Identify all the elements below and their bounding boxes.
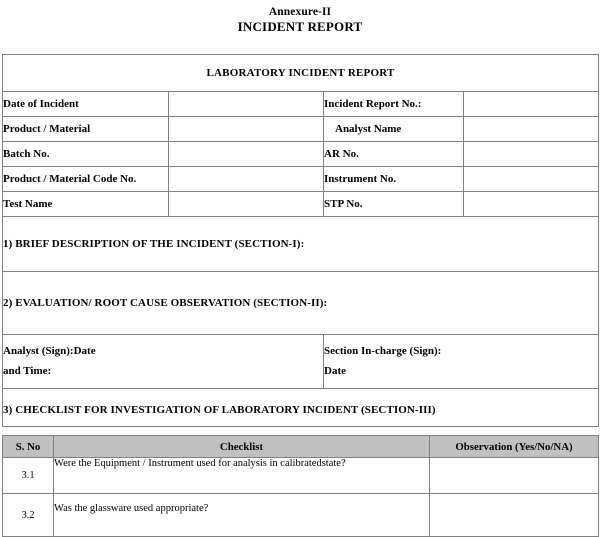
signature-row <box>3 335 599 389</box>
info-row-test-name <box>3 192 599 217</box>
section-1-row <box>3 217 599 272</box>
value-date-of-incident[interactable] <box>169 92 324 117</box>
incident-report-table <box>2 54 599 427</box>
table-row <box>3 458 599 494</box>
label-product-material: Product / Material <box>3 117 169 142</box>
banner-title: LABORATORY INCIDENT REPORT <box>3 55 599 92</box>
label-batch-no: Batch No. <box>3 142 169 167</box>
banner-row <box>3 55 599 92</box>
value-product-material-code-no[interactable] <box>169 167 324 192</box>
column-header-observation: Observation (Yes/No/NA) <box>430 436 599 458</box>
label-product-material-code-no: Product / Material Code No. <box>3 167 169 192</box>
label-test-name: Test Name <box>3 192 169 217</box>
value-stp-no[interactable] <box>464 192 599 217</box>
checklist-sno-3-2: 3.2 <box>3 494 54 537</box>
info-row-batch-no <box>3 142 599 167</box>
value-instrument-no[interactable] <box>464 167 599 192</box>
info-row-product-material <box>3 117 599 142</box>
checklist-sno-3-1: 3.1 <box>3 458 54 494</box>
annexure-label: Annexure-II <box>268 6 332 18</box>
section-incharge-signature-cell[interactable] <box>324 335 599 389</box>
section-3-row <box>3 389 599 427</box>
table-row <box>3 494 599 537</box>
section-incharge-line-1: Section In-charge (Sign): <box>324 345 442 358</box>
info-row-product-material-code-no <box>3 167 599 192</box>
label-date-of-incident: Date of Incident <box>3 92 169 117</box>
label-ar-no: AR No. <box>324 142 464 167</box>
section-2-heading[interactable]: 2) EVALUATION/ ROOT CAUSE OBSERVATION (SECTION-II): <box>3 272 599 335</box>
column-header-s-no: S. No <box>3 436 54 458</box>
info-row-date-of-incident <box>3 92 599 117</box>
label-incident-report-no: Incident Report No.: <box>324 92 464 117</box>
checklist-observation-3-2[interactable] <box>430 494 599 537</box>
section-3-heading: 3) CHECKLIST FOR INVESTIGATION OF LABORATORY INCIDENT (SECTION-III) <box>3 403 436 416</box>
value-ar-no[interactable] <box>464 142 599 167</box>
label-analyst-name: Analyst Name <box>324 117 464 142</box>
checklist-item-3-2: Was the glassware used appropriate? <box>54 494 430 537</box>
value-batch-no[interactable] <box>169 142 324 167</box>
section-2-row <box>3 272 599 335</box>
page-title-block <box>0 0 600 36</box>
column-header-checklist: Checklist <box>54 436 430 458</box>
value-analyst-name[interactable] <box>464 117 599 142</box>
label-instrument-no: Instrument No. <box>324 167 464 192</box>
value-product-material[interactable] <box>169 117 324 142</box>
checklist-item-3-1: Were the Equipment / Instrument used for analysis in calibratedstate? <box>54 458 430 494</box>
value-incident-report-no[interactable] <box>464 92 599 117</box>
section-3-heading-cell <box>3 389 599 427</box>
checklist-header-row <box>3 436 599 458</box>
analyst-signature-line-2: and Time: <box>3 364 52 377</box>
analyst-signature-line-1: Analyst (Sign):Date <box>3 345 96 358</box>
section-1-heading[interactable]: 1) BRIEF DESCRIPTION OF THE INCIDENT (SECTION-I): <box>3 217 599 272</box>
analyst-signature-cell[interactable] <box>3 335 324 389</box>
label-stp-no: STP No. <box>324 192 464 217</box>
checklist-observation-3-1[interactable] <box>430 458 599 494</box>
page-title: INCIDENT REPORT <box>237 19 363 35</box>
section-incharge-line-2: Date <box>324 364 346 377</box>
value-test-name[interactable] <box>169 192 324 217</box>
